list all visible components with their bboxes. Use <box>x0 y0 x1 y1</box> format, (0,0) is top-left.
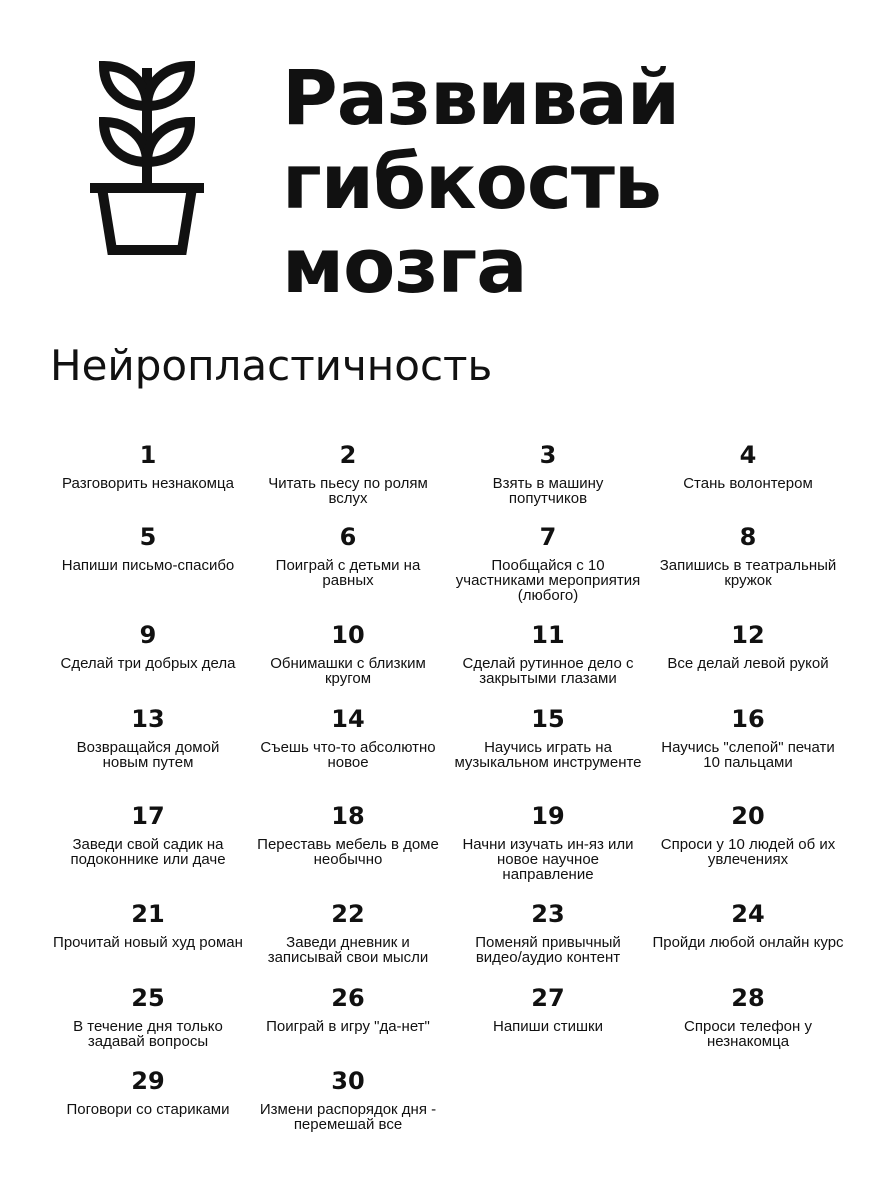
task-number: 11 <box>531 621 565 649</box>
task-text: Все делай левой рукой <box>667 655 829 672</box>
task-item <box>448 620 648 686</box>
task-number: 26 <box>331 984 365 1012</box>
title-line-2: гибкость <box>282 137 661 226</box>
task-text: Взять в машину попутчиков <box>492 475 604 507</box>
task-number: 3 <box>539 441 557 469</box>
task-text: Поговори со стариками <box>66 1101 230 1118</box>
task-item <box>48 440 248 491</box>
task-item <box>248 1066 448 1132</box>
task-item <box>648 522 848 588</box>
task-text: Научись "слепой" печати 10 пальцами <box>661 739 835 771</box>
task-text: Обнимашки с близким кругом <box>270 655 426 687</box>
plant-pot-icon <box>88 58 206 258</box>
task-item <box>248 620 448 686</box>
task-item <box>448 899 648 965</box>
task-item <box>248 704 448 770</box>
task-number: 24 <box>731 900 765 928</box>
task-item <box>48 704 248 770</box>
subtitle: Нейропластичность <box>50 341 493 390</box>
task-number: 28 <box>731 984 765 1012</box>
task-item <box>48 620 248 671</box>
task-text: Возвращайся домой новым путем <box>76 739 220 771</box>
task-number: 9 <box>139 621 157 649</box>
task-number: 13 <box>131 705 165 733</box>
page-title <box>282 53 680 310</box>
task-item <box>648 801 848 867</box>
task-number: 5 <box>139 523 157 551</box>
task-item <box>448 522 648 603</box>
task-item <box>448 440 648 506</box>
task-item <box>48 899 248 950</box>
task-item <box>648 704 848 770</box>
task-text: Напиши письмо-спасибо <box>61 557 235 574</box>
task-text: Переставь мебель в доме необычно <box>257 836 439 868</box>
task-text: Сделай рутинное дело с закрытыми глазами <box>462 655 634 687</box>
task-text: Разговорить незнакомца <box>62 475 234 492</box>
task-text: Спроси телефон у незнакомца <box>684 1018 812 1050</box>
task-number: 15 <box>531 705 565 733</box>
task-text: Научись играть на музыкальном инструменте <box>454 739 642 771</box>
task-text: Измени распорядок дня - перемешай все <box>259 1101 437 1133</box>
task-text: Поиграй с детьми на равных <box>275 557 421 589</box>
task-number: 12 <box>731 621 765 649</box>
task-number: 1 <box>139 441 157 469</box>
task-number: 14 <box>331 705 365 733</box>
task-item <box>448 801 648 882</box>
task-item <box>48 983 248 1049</box>
task-text: Начни изучать ин-яз или новое научное направление <box>462 836 634 883</box>
task-item <box>48 522 248 573</box>
task-item <box>648 440 848 491</box>
title-line-1: Развивай <box>282 53 680 142</box>
task-item <box>248 522 448 588</box>
task-text: Пообщайся с 10 участниками мероприятия (любого) <box>455 557 641 604</box>
task-number: 18 <box>331 802 365 830</box>
task-number: 29 <box>131 1067 165 1095</box>
task-text: Запишись в театральный кружок <box>659 557 837 589</box>
task-text: Заведи дневник и записывай свои мысли <box>267 934 429 966</box>
task-item <box>248 801 448 867</box>
task-text: Заведи свой садик на подоконнике или даче <box>70 836 226 868</box>
task-item <box>248 899 448 965</box>
task-number: 8 <box>739 523 757 551</box>
task-text: Стань волонтером <box>683 475 813 492</box>
task-item <box>448 704 648 770</box>
task-number: 19 <box>531 802 565 830</box>
task-number: 2 <box>339 441 357 469</box>
task-text: Прочитай новый худ роман <box>53 934 243 951</box>
task-text: Съешь что-то абсолютно новое <box>260 739 436 771</box>
task-number: 7 <box>539 523 557 551</box>
task-number: 20 <box>731 802 765 830</box>
task-item <box>248 440 448 506</box>
task-item <box>648 983 848 1049</box>
task-text: В течение дня только задавай вопросы <box>73 1018 223 1050</box>
task-item <box>248 983 448 1034</box>
task-number: 10 <box>331 621 365 649</box>
task-number: 16 <box>731 705 765 733</box>
task-text: Поиграй в игру "да-нет" <box>266 1018 430 1035</box>
task-number: 21 <box>131 900 165 928</box>
task-number: 25 <box>131 984 165 1012</box>
task-text: Напиши стишки <box>493 1018 603 1035</box>
task-number: 23 <box>531 900 565 928</box>
task-text: Читать пьесу по ролям вслух <box>268 475 428 507</box>
task-item <box>648 899 848 950</box>
task-item <box>448 983 648 1034</box>
task-item <box>48 801 248 867</box>
title-line-3: мозга <box>282 221 527 310</box>
task-number: 4 <box>739 441 757 469</box>
task-item <box>648 620 848 671</box>
task-item <box>48 1066 248 1117</box>
task-text: Пройди любой онлайн курс <box>652 934 844 951</box>
task-text: Сделай три добрых дела <box>60 655 236 672</box>
task-text: Поменяй привычный видео/аудио контент <box>475 934 621 966</box>
task-text: Спроси у 10 людей об их увлечениях <box>660 836 836 868</box>
task-number: 30 <box>331 1067 365 1095</box>
task-number: 27 <box>531 984 565 1012</box>
task-number: 6 <box>339 523 357 551</box>
task-number: 22 <box>331 900 365 928</box>
task-number: 17 <box>131 802 165 830</box>
